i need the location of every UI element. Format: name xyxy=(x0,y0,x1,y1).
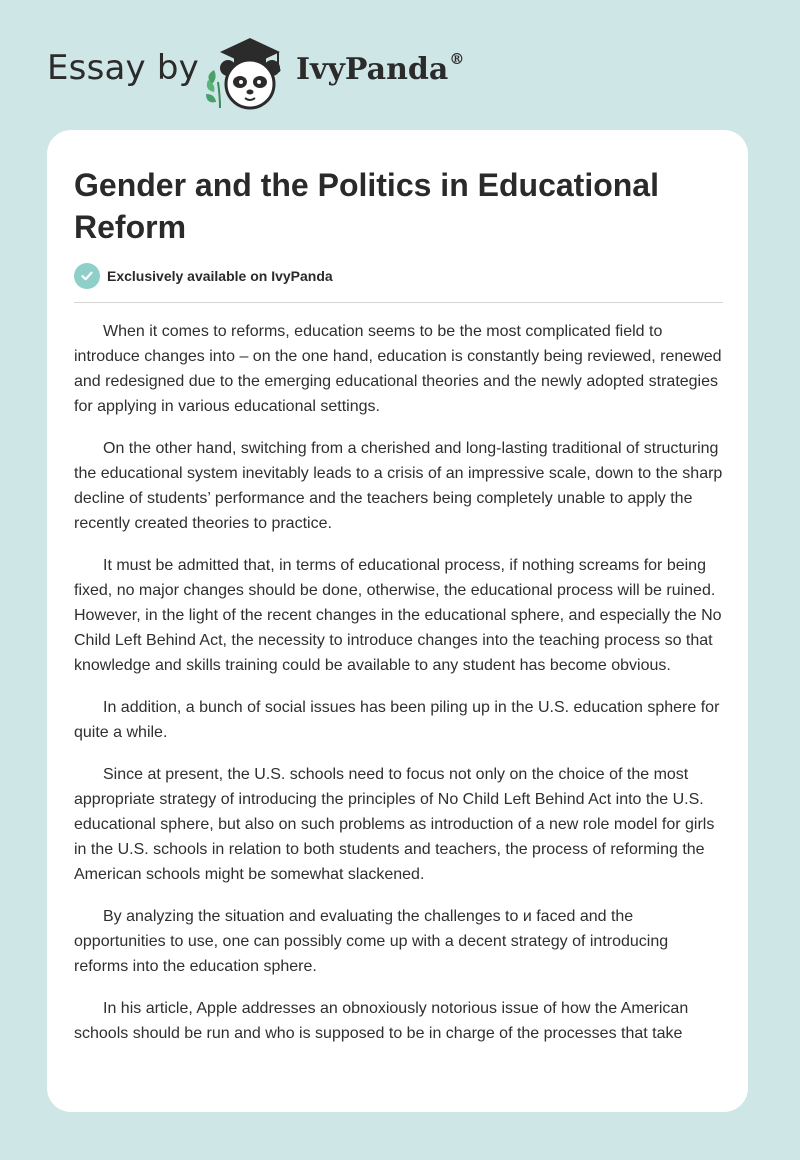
check-circle-icon xyxy=(74,263,100,289)
registered-mark: ® xyxy=(449,50,465,68)
paragraph: By analyzing the situation and evaluating the challenges to и faced and the opportunities to use, one can possibly come up with a decent strategy of introducing reforms into the education sphere. xyxy=(74,908,669,975)
paragraph: When it comes to reforms, education seems to be the most complicated field to introduce changes into – on the one hand, education is constantly being reviewed, renewed and redesigned due to the emerging educational theories and the newly adopted strategies for applying in various educational settings. xyxy=(74,323,722,415)
site-header xyxy=(0,0,800,130)
essay-by-label: Essay by xyxy=(47,48,199,88)
brand-logo[interactable] xyxy=(296,52,464,87)
exclusive-label: Exclusively available on IvyPanda xyxy=(107,268,333,284)
essay-title: Gender and the Politics in Educational Reform xyxy=(74,167,659,245)
paragraph: It must be admitted that, in terms of educational process, if nothing screams for being fixed, no major changes should be done, otherwise, the educational process will be ruined. However, in the light of the recent changes in the educational sphere, and especially the No Child Left Behind Act, the necessity to introduce changes into the teaching process so that knowledge and skills training could be available to any student has become obvious. xyxy=(74,557,722,674)
divider xyxy=(74,302,723,303)
brand-name: IvyPanda xyxy=(296,52,449,87)
essay-body xyxy=(74,319,726,1063)
panda-graduate-logo-icon[interactable] xyxy=(200,32,292,114)
paragraph: In addition, a bunch of social issues has been piling up in the U.S. education sphere for quite a while. xyxy=(74,699,720,741)
paragraph: Since at present, the U.S. schools need to focus not only on the choice of the most appropriate strategy of introducing the principles of No Child Left Behind Act into the U.S. educational sphere, but also on such problems as introduction of a new role model for girls in the U.S. schools in relation to both students and teachers, the process of reforming the American schools might be somewhat slackened. xyxy=(74,766,715,883)
paragraph: On the other hand, switching from a cherished and long-lasting traditional of structuring the educational system inevitably leads to a crisis of an impressive scale, down to the sharp decline of students’ performance and the teachers being completely unable to apply the recently created theories to practice. xyxy=(74,440,723,532)
essay-card xyxy=(47,130,748,1112)
paragraph: In his article, Apple addresses an obnoxiously notorious issue of how the American schools should be run and who is supposed to be in charge of the processes that take xyxy=(74,1000,689,1042)
exclusive-badge xyxy=(74,263,333,289)
